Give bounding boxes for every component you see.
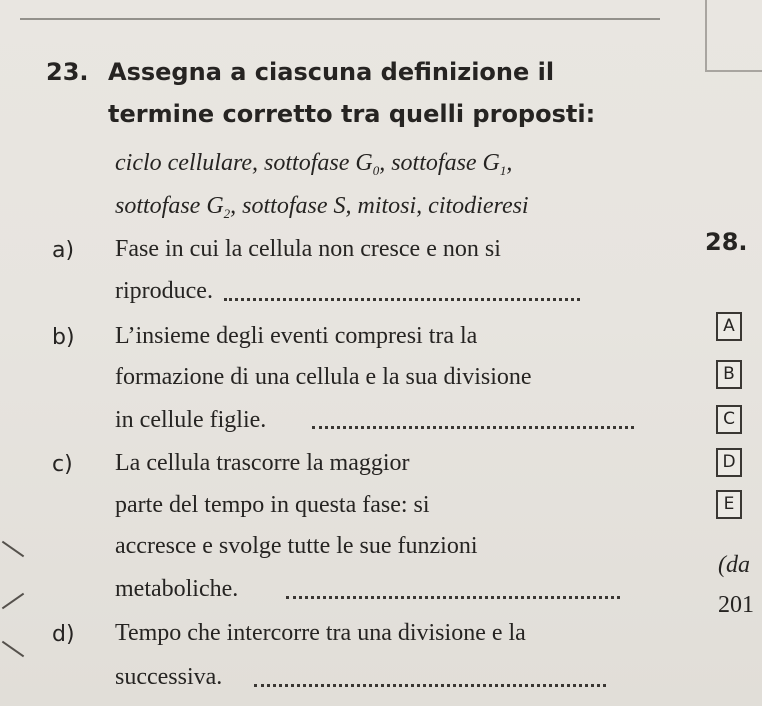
item-c-line-1: La cellula trascorre la maggior <box>115 450 410 476</box>
edge-arrow-1 <box>2 541 24 558</box>
option-e-box[interactable]: E <box>716 490 742 519</box>
item-b-line-1: L’insieme degli eventi compresi tra la <box>115 323 478 349</box>
item-d-letter: d) <box>52 622 75 647</box>
item-b-letter: b) <box>52 325 75 350</box>
option-a-box[interactable]: A <box>716 312 742 341</box>
term-g1: , sottofase G <box>379 150 500 176</box>
item-d-line-2: successiva. <box>115 664 223 690</box>
edge-arrow-3 <box>2 641 24 658</box>
item-a-line-1: Fase in cui la cellula non cresce e non si <box>115 236 501 262</box>
option-c-box[interactable]: C <box>716 405 742 434</box>
option-d-box[interactable]: D <box>716 448 742 477</box>
exercise-title-line-1: Assegna a ciascuna definizione il <box>108 58 555 86</box>
exercise-number: 23. <box>46 58 89 86</box>
term-g2: sottofase G <box>115 193 224 219</box>
term-g0: ciclo cellulare, sottofase G <box>115 150 373 176</box>
item-c-line-3: accresce e svolge tutte le sue funzioni <box>115 533 478 559</box>
margin-box <box>705 0 762 72</box>
term-rest: , sottofase S, mitosi, citodieresi <box>230 193 529 219</box>
item-a-letter: a) <box>52 238 75 263</box>
term-g0-sub: 0 <box>372 163 380 178</box>
answer-blank-a[interactable] <box>224 298 580 301</box>
answer-blank-b[interactable] <box>312 426 634 429</box>
item-c-line-2: parte del tempo in questa fase: si <box>115 492 430 518</box>
item-c-line-4: metaboliche. <box>115 576 239 602</box>
terms-line-1 <box>115 150 512 179</box>
margin-year-text: 201 <box>718 592 754 618</box>
margin-source-text: (da <box>718 552 750 578</box>
term-separator: , <box>506 150 513 176</box>
top-rule <box>20 18 660 20</box>
edge-arrow-2 <box>2 593 24 610</box>
item-c-letter: c) <box>52 452 73 477</box>
question-28-number: 28. <box>705 228 748 256</box>
term-g2-sub: 2 <box>223 206 231 221</box>
item-b-line-2: formazione di una cellula e la sua divisione <box>115 364 532 390</box>
exercise-title-line-2: termine corretto tra quelli proposti: <box>108 100 596 128</box>
answer-blank-d[interactable] <box>254 684 606 687</box>
answer-blank-c[interactable] <box>286 596 620 599</box>
term-g1-sub: 1 <box>499 163 507 178</box>
terms-line-2 <box>115 193 529 222</box>
item-b-line-3: in cellule figlie. <box>115 407 267 433</box>
item-d-line-1: Tempo che intercorre tra una divisione e la <box>115 620 526 646</box>
item-a-line-2: riproduce. <box>115 278 213 304</box>
option-b-box[interactable]: B <box>716 360 742 389</box>
